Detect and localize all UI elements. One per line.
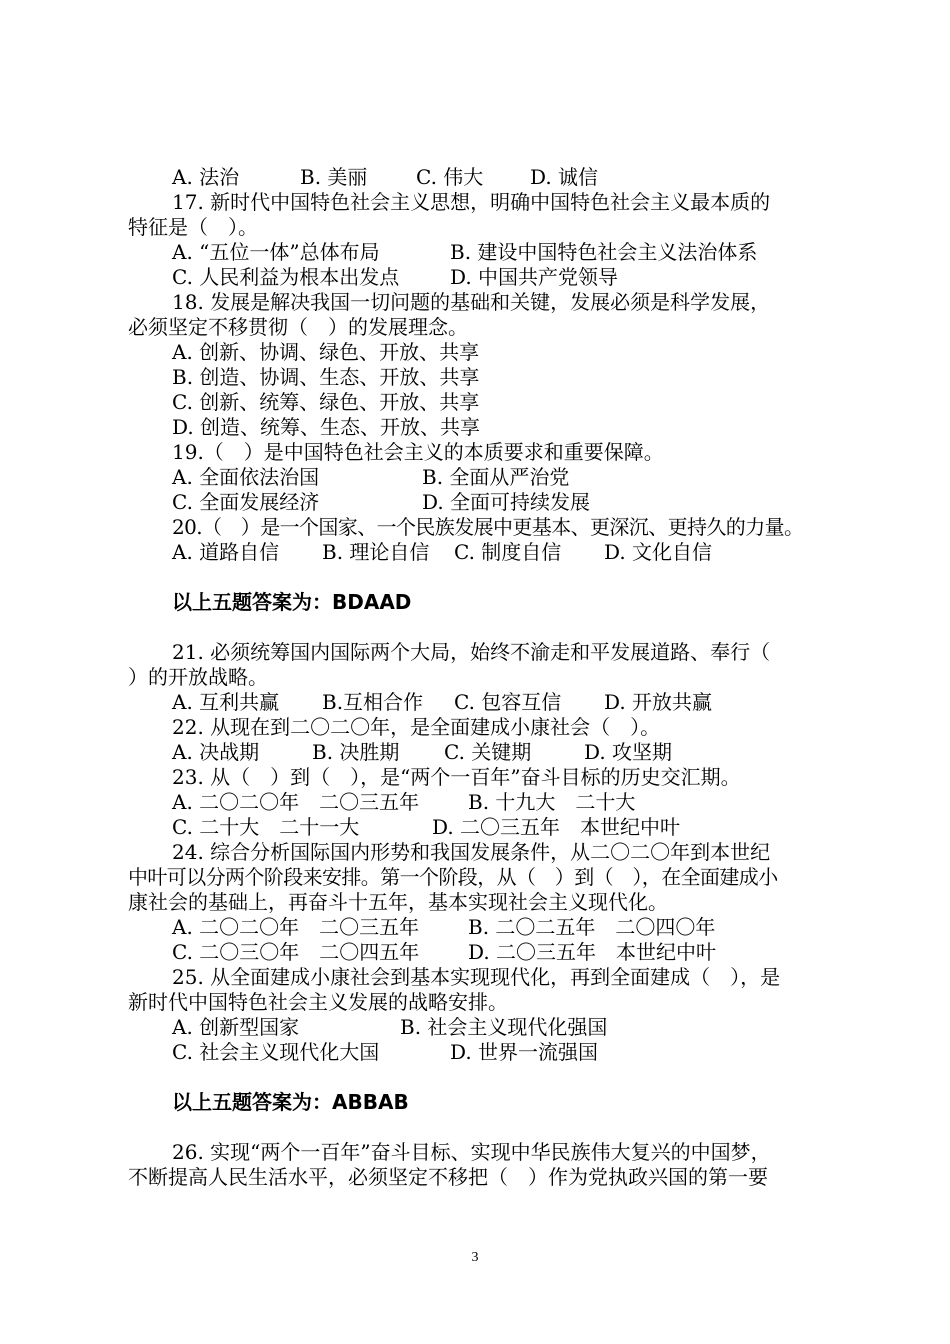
options-line bbox=[128, 1040, 840, 1065]
option-item: C. 关键期 bbox=[444, 740, 532, 764]
option-item: A. “五位一体”总体布局 bbox=[172, 240, 380, 264]
options-line bbox=[128, 815, 840, 840]
option-item: B. 十九大 二十大 bbox=[468, 790, 636, 814]
question-21: 21. 必须统筹国内国际两个大局，始终不渝走和平发展道路、奉行（ bbox=[172, 640, 771, 664]
question-22: 22. 从现在到二〇二〇年，是全面建成小康社会（ ）。 bbox=[172, 715, 661, 739]
options-line bbox=[128, 740, 840, 765]
option-item: A. 决战期 bbox=[172, 740, 260, 764]
option-item: B. 二〇二五年 二〇四〇年 bbox=[468, 915, 716, 939]
option-item: C. 制度自信 bbox=[454, 540, 562, 564]
question-24-cont: 康社会的基础上，再奋斗十五年，基本实现社会主义现代化。 bbox=[128, 890, 668, 914]
page-content bbox=[128, 165, 840, 1190]
option-b: B. 创造、协调、生态、开放、共享 bbox=[172, 365, 480, 389]
question-25-cont: 新时代中国特色社会主义发展的战略安排。 bbox=[128, 990, 508, 1014]
options-line bbox=[128, 790, 840, 815]
option-item: A. 创新型国家 bbox=[172, 1015, 300, 1039]
options-line bbox=[128, 940, 840, 965]
options-line bbox=[128, 915, 840, 940]
options-line bbox=[128, 490, 840, 515]
question-20: 20.（ ）是一个国家、一个民族发展中更基本、更深沉、更持久的力量。 bbox=[172, 515, 804, 539]
question-19: 19.（ ）是中国特色社会主义的本质要求和重要保障。 bbox=[172, 440, 664, 464]
option-item: B.互相合作 bbox=[322, 690, 424, 714]
option-item: A. 二〇二〇年 二〇三五年 bbox=[172, 915, 420, 939]
option-a: A. 创新、协调、绿色、开放、共享 bbox=[172, 340, 480, 364]
option-item: A. 法治 bbox=[172, 165, 240, 189]
question-26-cont: 不断提高人民生活水平，必须坚定不移把（ ）作为党执政兴国的第一要 bbox=[128, 1165, 768, 1189]
option-item: C. 二十大 二十一大 bbox=[172, 815, 360, 839]
question-24-cont: 中叶可以分两个阶段来安排。第一个阶段，从（ ）到（ ），在全面建成小 bbox=[128, 865, 778, 889]
option-item: C. 伟大 bbox=[416, 165, 484, 189]
option-item: D. 全面可持续发展 bbox=[422, 490, 591, 514]
options-line bbox=[128, 690, 840, 715]
question-18: 18. 发展是解决我国一切问题的基础和关键，发展必须是科学发展， bbox=[172, 290, 771, 314]
option-item: A. 互利共赢 bbox=[172, 690, 280, 714]
options-line bbox=[128, 240, 840, 265]
page-number: 3 bbox=[471, 1250, 479, 1265]
option-item: A. 二〇二〇年 二〇三五年 bbox=[172, 790, 420, 814]
question-24: 24. 综合分析国际国内形势和我国发展条件，从二〇二〇年到本世纪 bbox=[172, 840, 771, 864]
option-item: D. 世界一流强国 bbox=[450, 1040, 599, 1064]
options-line bbox=[128, 540, 840, 565]
option-item: B. 建设中国特色社会主义法治体系 bbox=[450, 240, 758, 264]
option-item: B. 社会主义现代化强国 bbox=[400, 1015, 608, 1039]
option-item: D. 文化自信 bbox=[604, 540, 713, 564]
question-18-cont: 必须坚定不移贯彻（ ）的发展理念。 bbox=[128, 315, 468, 339]
question-17: 17. 新时代中国特色社会主义思想，明确中国特色社会主义最本质的 bbox=[172, 190, 771, 214]
option-item: A. 道路自信 bbox=[172, 540, 280, 564]
question-21-cont: ）的开放战略。 bbox=[128, 665, 268, 689]
option-item: C. 二〇三〇年 二〇四五年 bbox=[172, 940, 420, 964]
option-c: C. 创新、统筹、绿色、开放、共享 bbox=[172, 390, 480, 414]
option-item: B. 理论自信 bbox=[322, 540, 430, 564]
option-item: C. 人民利益为根本出发点 bbox=[172, 265, 400, 289]
option-item: B. 决胜期 bbox=[312, 740, 400, 764]
option-item: B. 美丽 bbox=[300, 165, 368, 189]
option-item: C. 全面发展经济 bbox=[172, 490, 320, 514]
question-25: 25. 从全面建成小康社会到基本实现现代化，再到全面建成（ ），是 bbox=[172, 965, 781, 989]
option-item: D. 攻坚期 bbox=[584, 740, 673, 764]
option-item: D. 二〇三五年 本世纪中叶 bbox=[432, 815, 681, 839]
options-line bbox=[128, 465, 840, 490]
options-line bbox=[128, 165, 840, 190]
answer-key-1: 以上五题答案为：BDAAD bbox=[172, 590, 412, 614]
option-item: B. 全面从严治党 bbox=[422, 465, 570, 489]
option-item: A. 全面依法治国 bbox=[172, 465, 320, 489]
option-item: C. 包容互信 bbox=[454, 690, 562, 714]
option-item: D. 中国共产党领导 bbox=[450, 265, 619, 289]
option-item: C. 社会主义现代化大国 bbox=[172, 1040, 380, 1064]
option-item: D. 开放共赢 bbox=[604, 690, 713, 714]
option-item: D. 二〇三五年 本世纪中叶 bbox=[468, 940, 717, 964]
question-17-cont: 特征是（ ）。 bbox=[128, 215, 258, 239]
options-line bbox=[128, 265, 840, 290]
option-item: D. 诚信 bbox=[530, 165, 599, 189]
option-d: D. 创造、统筹、生态、开放、共享 bbox=[172, 415, 481, 439]
answer-key-2: 以上五题答案为：ABBAB bbox=[172, 1090, 409, 1114]
question-23: 23. 从（ ）到（ ），是“两个一百年”奋斗目标的历史交汇期。 bbox=[172, 765, 741, 789]
options-line bbox=[128, 1015, 840, 1040]
question-26: 26. 实现“两个一百年”奋斗目标、实现中华民族伟大复兴的中国梦， bbox=[172, 1140, 771, 1164]
